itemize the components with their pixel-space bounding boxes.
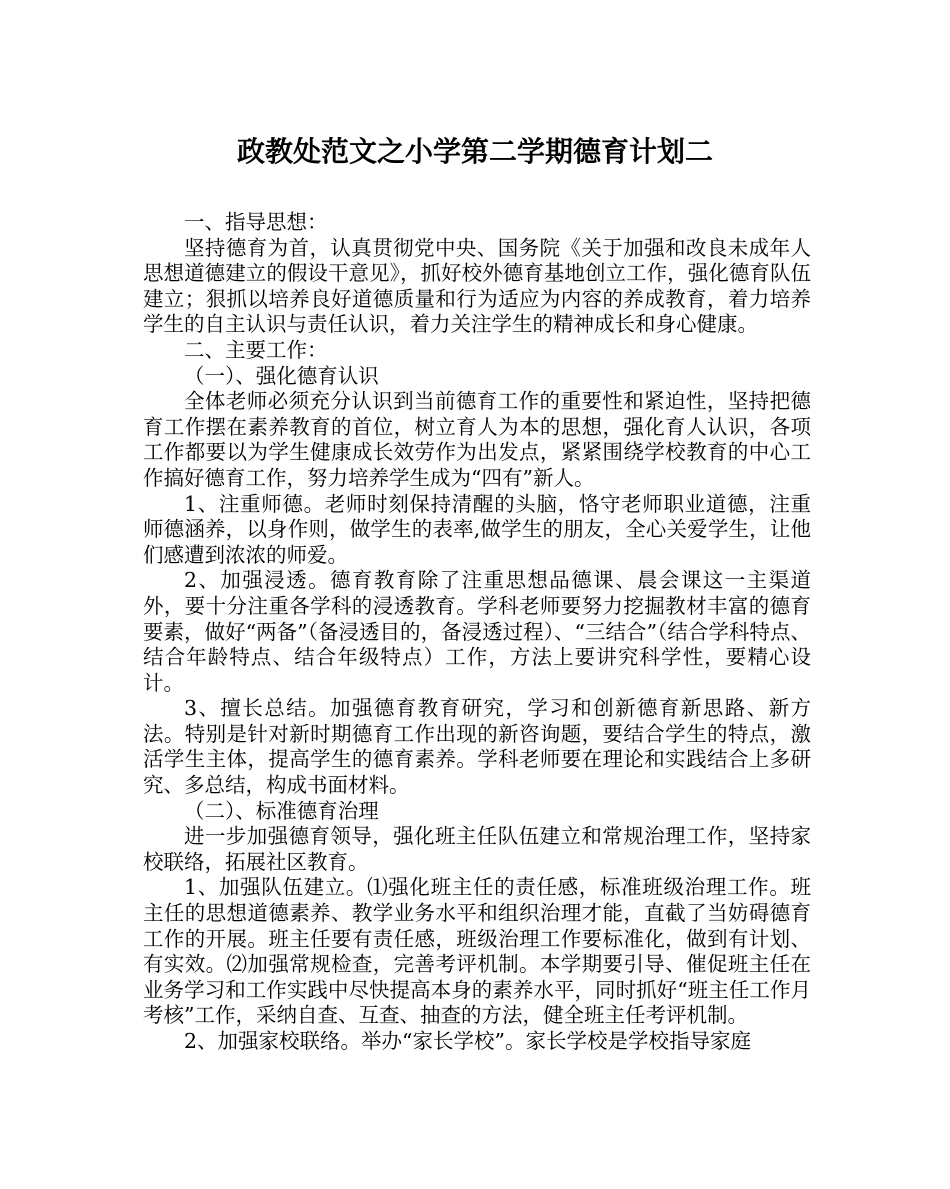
paragraph: 全体老师必须充分认识到当前德育工作的重要性和紧迫性，坚持把德育工作摆在素养教育的首位，树立育人为本的思想，强化育人认识，各项工作都要以为学生健康成长效劳作为出发点，紧紧围绕学校教育的中心工作搞好德育工作，努力培养学生成为“四有”新人。 xyxy=(143,389,811,490)
section-heading-main-work: 二、主要工作： xyxy=(184,337,328,362)
subsection-heading-moral-awareness: （一）、强化德育认识 xyxy=(184,363,379,388)
paragraph: 1、注重师德。老师时刻保持清醒的头脑，恪守老师职业道德，注重师德涵养，以身作则，做学生的表率,做学生的朋友，全心关爱学生，让他们感遭到浓浓的师爱。 xyxy=(143,491,811,567)
paragraph: 3、擅长总结。加强德育教育研究，学习和创新德育新思路、新方法。特别是针对新时期德育工作出现的新咨询题，要结合学生的特点，激活学生主体，提高学生的德育素养。学科老师要在理论和实践结合上多研究、多总结，构成书面材料。 xyxy=(143,696,811,798)
paragraph: 2、加强家校联络。举办“家长学校”。家长学校是学校指导家庭 xyxy=(184,1029,752,1053)
document-body xyxy=(143,210,811,1055)
paragraph: 2、加强浸透。德育教育除了注重思想品德课、晨会课这一主渠道外，要十分注重各学科的浸透教育。学科老师要努力挖掘教材丰富的德育要素，做好“两备”（备浸透目的，备浸透过程）、“三结合”（结合学科特点、结合年龄特点、结合年级特点）工作，方法上要讲究科学性，要精心设计。 xyxy=(143,568,811,695)
document-title: 政教处范文之小学第二学期德育计划二 xyxy=(236,135,713,168)
section-heading-guiding-thought: 一、指导思想： xyxy=(184,210,328,234)
subsection-heading-moral-management: （二）、标准德育治理 xyxy=(184,798,379,823)
paragraph: 坚持德育为首，认真贯彻党中央、国务院《关于加强和改良未成年人思想道德建立的假设干意见》，抓好校外德育基地创立工作，强化德育队伍建立；狠抓以培养良好道德质量和行为适应为内容的养成教育，着力培养学生的自主认识与责任认识，着力关注学生的精神成长和身心健康。 xyxy=(143,235,811,337)
paragraph: 1、加强队伍建立。⑴强化班主任的责任感，标准班级治理工作。班主任的思想道德素养、教学业务水平和组织治理才能，直截了当妨碍德育工作的开展。班主任要有责任感，班级治理工作要标准化，做到有计划、有实效。⑵加强常规检查，完善考评机制。本学期要引导、催促班主任在业务学习和工作实践中尽快提高本身的素养水平，同时抓好“班主任工作月考核”工作，采纳自查、互查、抽查的方法，健全班主任考评机制。 xyxy=(143,875,811,1028)
paragraph: 进一步加强德育领导，强化班主任队伍建立和常规治理工作，坚持家校联络，拓展社区教育。 xyxy=(143,824,811,874)
